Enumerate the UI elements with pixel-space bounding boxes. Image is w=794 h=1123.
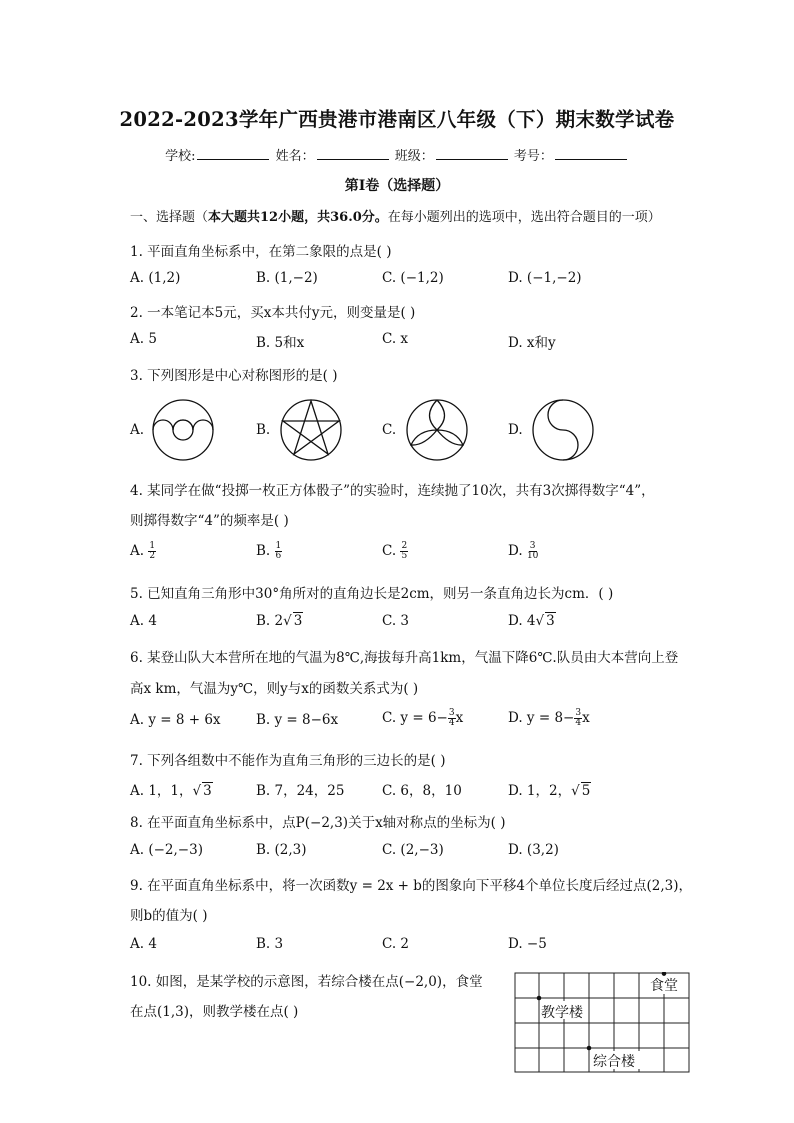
q2-option-c[interactable]: C. x [382, 331, 409, 347]
exam-no-label: 考号： [513, 149, 553, 164]
q2-option-a[interactable]: A. 5 [130, 331, 157, 347]
question-10-stem-line2: 在点(1,3)，则教学楼在点( ) [130, 1004, 299, 1020]
q5-option-d[interactable]: D. 4√ 3 [508, 613, 555, 629]
question-9-stem-line2: 则b的值为( ) [130, 908, 208, 924]
fraction-numerator: 2 [401, 541, 408, 551]
fraction-numerator: 1 [149, 541, 156, 551]
q5-option-c[interactable]: C. 3 [382, 613, 410, 629]
exam-title: 2022-2023学年广西贵港市港南区八年级（下）期末数学试卷 [119, 108, 675, 131]
teaching-building-point [537, 996, 542, 1001]
canteen-label: 食堂 [650, 978, 678, 994]
q7-option-a-radicand: 3 [203, 783, 212, 799]
fraction-denominator: 6 [275, 551, 282, 561]
q1-option-a[interactable]: A. (1,2) [130, 270, 181, 286]
q5-option-b[interactable]: B. 2√ 3 [256, 613, 303, 629]
question-8-stem: 8. 在平面直角坐标系中，点P(−2,3)关于x轴对称点的坐标为( ) [130, 815, 506, 831]
q4-option-a-fraction [148, 542, 156, 561]
q6-option-c[interactable] [382, 709, 463, 728]
q4-option-d-fraction [527, 542, 538, 561]
student-info-line [0, 145, 794, 164]
question-7-stem: 7. 下列各组数中不能作为直角三角形的三边长的是( ) [130, 753, 446, 769]
q9-option-b[interactable]: B. 3 [256, 936, 284, 952]
fraction-numerator: 1 [275, 541, 282, 551]
q6-option-d-fraction [574, 709, 582, 728]
q7-option-a[interactable]: A. 1，1，√ 3 [130, 783, 212, 799]
school-label: 学校: [165, 149, 196, 164]
question-2-stem: 2. 一本笔记本5元，买x本共付y元，则变量是( ) [130, 305, 416, 321]
complex-building-point [587, 1046, 592, 1051]
q2-option-d[interactable]: D. x和y [508, 335, 556, 351]
exam-no-blank[interactable] [555, 147, 627, 160]
q2-option-b[interactable]: B. 5和x [256, 335, 305, 351]
q7-option-d[interactable]: D. 1，2，√ 5 [508, 783, 591, 799]
q7-option-c[interactable]: C. 6，8，10 [382, 783, 462, 799]
question-6-stem-line1: 6. 某登山队大本营所在地的气温为8℃,海拔每升高1km，气温下降6℃.队员由大本营向上登 [130, 650, 679, 666]
q7-option-a-text: A. 1，1， [130, 783, 193, 799]
q7-option-d-text: D. 1，2， [508, 783, 572, 799]
fraction-denominator: 10 [526, 551, 539, 561]
question-5-stem: 5. 已知直角三角形中30°角所对的直角边长是2cm，则另一条直角边长为cm．( ) [130, 586, 614, 602]
section-bold: 本大题共12小题，共36.0分。 [208, 210, 388, 225]
q7-option-b[interactable]: B. 7，24，25 [256, 783, 345, 799]
q4-option-c-fraction [400, 542, 408, 561]
q9-option-d[interactable]: D. −5 [508, 936, 547, 952]
fraction-denominator: 4 [575, 718, 582, 728]
question-4-stem-line1: 4. 某同学在做“投掷一枚正方体骰子”的实验时，连续抛了10次，共有3次掷得数字“4”， [130, 483, 655, 499]
q3-figure-a-circle-with-three-arcs [150, 398, 216, 462]
q6-option-b[interactable]: B. y = 8−6x [256, 712, 339, 728]
section-prefix: 一、选择题（ [130, 210, 209, 225]
question-6-stem-line2: 高x km，气温为y℃，则y与x的函数关系式为( ) [130, 681, 419, 697]
q6-option-a[interactable]: A. y = 8 + 6x [130, 712, 221, 728]
question-3-stem: 3. 下列图形是中心对称图形的是( ) [130, 368, 338, 384]
question-9-stem-line1: 9. 在平面直角坐标系中，将一次函数y = 2x + b的图象向下平移4个单位长度后经过点(2,3)， [130, 878, 693, 894]
q3-option-a[interactable]: A. [130, 422, 145, 438]
section-heading [130, 206, 661, 225]
q3-option-d[interactable]: D. [508, 422, 523, 438]
q4-option-d-letter: D. [508, 543, 523, 559]
question-1-stem: 1. 平面直角坐标系中，在第二象限的点是( ) [130, 244, 392, 260]
section-suffix: 在每小题列出的选项中，选出符合题目的一项） [387, 210, 661, 225]
question-10-stem-line1: 10. 如图，是某学校的示意图，若综合楼在点(−2,0)，食堂 [130, 974, 483, 990]
q8-option-a[interactable]: A. (−2,−3) [130, 842, 203, 858]
q5-option-d-radicand: 3 [546, 613, 555, 629]
q6-option-c-text: C. y = 6− [382, 710, 448, 726]
q4-option-a[interactable] [130, 542, 156, 561]
part-heading: 第Ⅰ卷（选择题） [344, 178, 450, 194]
q9-option-a[interactable]: A. 4 [130, 936, 157, 952]
name-blank[interactable] [317, 147, 389, 160]
q3-option-b[interactable]: B. [256, 422, 271, 438]
q4-option-c[interactable] [382, 542, 408, 561]
q4-option-c-letter: C. [382, 543, 397, 559]
class-blank[interactable] [436, 147, 508, 160]
fraction-numerator: 3 [529, 541, 536, 551]
q6-option-d-text: D. y = 8− [508, 710, 575, 726]
q5-option-d-text: D. 4 [508, 613, 536, 629]
q8-option-c[interactable]: C. (2,−3) [382, 842, 444, 858]
q5-option-b-text: B. 2 [256, 613, 284, 629]
question-4-stem-line2: 则掷得数字“4”的频率是( ) [130, 513, 289, 529]
complex-building-label: 综合楼 [593, 1054, 635, 1070]
fraction-denominator: 5 [401, 551, 408, 561]
q3-figure-c-three-petal-circle [404, 398, 470, 462]
teaching-building-label: 教学楼 [541, 1005, 583, 1021]
name-label: 姓名： [275, 149, 315, 164]
q9-option-c[interactable]: C. 2 [382, 936, 410, 952]
q4-option-d[interactable] [508, 542, 538, 561]
q1-option-d[interactable]: D. (−1,−2) [508, 270, 582, 286]
school-blank[interactable] [197, 147, 269, 160]
q3-figure-d-yin-yang-curve [530, 398, 596, 462]
q5-option-a[interactable]: A. 4 [130, 613, 157, 629]
q5-option-b-radicand: 3 [293, 613, 303, 629]
fraction-numerator: 3 [575, 708, 582, 718]
fraction-denominator: 2 [149, 551, 156, 561]
fraction-numerator: 3 [448, 708, 455, 718]
q1-option-b[interactable]: B. (1,−2) [256, 270, 318, 286]
q6-option-c-var: x [455, 710, 464, 726]
q3-option-c[interactable]: C. [382, 422, 397, 438]
q1-option-c[interactable]: C. (−1,2) [382, 270, 444, 286]
q8-option-d[interactable]: D. (3,2) [508, 842, 559, 858]
q3-figure-b-pentagram-in-circle [278, 398, 344, 462]
q6-option-c-fraction [448, 709, 456, 728]
q8-option-b[interactable]: B. (2,3) [256, 842, 307, 858]
q4-option-b-fraction [275, 542, 283, 561]
fraction-denominator: 4 [448, 718, 455, 728]
q4-option-b-letter: B. [256, 543, 271, 559]
class-label: 班级： [394, 149, 434, 164]
q4-option-b[interactable] [256, 542, 282, 561]
q6-option-d[interactable] [508, 709, 590, 728]
q7-option-d-radicand: 5 [581, 783, 591, 799]
q4-option-a-letter: A. [130, 543, 145, 559]
q6-option-d-var: x [582, 710, 590, 726]
